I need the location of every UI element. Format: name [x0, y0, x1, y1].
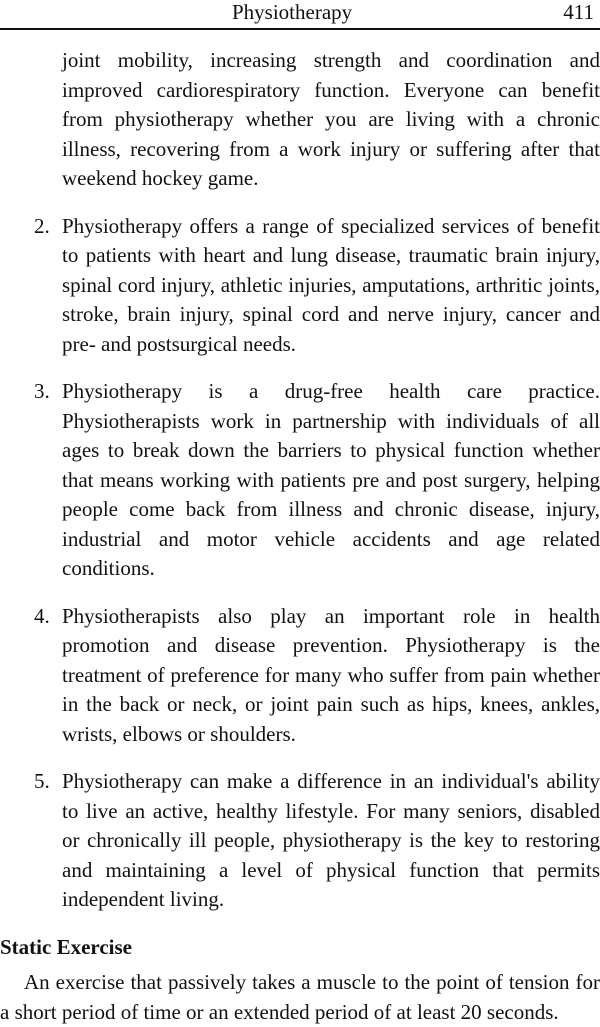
intro-continuation-paragraph: joint mobility, increasing strength and coordination and improved cardiorespiratory function. Everyone can benefit from physiotherapy whether you are living with a chronic illness, recovering from a work injury or suffering after that weekend hockey game.: [62, 48, 600, 190]
list-item-number: 2.: [34, 213, 50, 238]
running-title: Physiotherapy: [232, 0, 353, 24]
list-item: [0, 212, 600, 360]
list-item-number: 4.: [34, 603, 50, 628]
list-item: [0, 767, 600, 915]
list-item: [0, 602, 600, 750]
page-header: [0, 0, 600, 30]
list-item-text: Physiotherapy is a drug-free health care practice. Physiotherapists work in partnership with individuals of all ages to break down the barriers to physical function whether that means working with patients pre and post surgery, helping people come back from illness and chronic disease, injury, industrial and motor vehicle accidents and age related conditions.: [62, 379, 600, 580]
page-body: [0, 46, 600, 1027]
section-paragraph: An exercise that passively takes a muscle to the point of tension for a short period of time or an extended period of at least 20 seconds.: [0, 970, 600, 1024]
list-item-number: 5.: [34, 769, 50, 793]
section-heading: Static Exercise: [0, 934, 132, 959]
list-item: [0, 377, 600, 584]
list-item-text: Physiotherapy offers a range of specialized services of benefit to patients with heart and lung disease, traumatic brain injury, spinal cord injury, athletic injuries, amputations, arthritic joints, stroke, brain injury, spinal cord and nerve injury, cancer and pre- and postsurgical needs.: [62, 213, 600, 356]
list-item-text: Physiotherapy can make a difference in an individual's ability to live an active, healthy lifestyle. For many seniors, disabled or chronically ill people, physiotherapy is the key to restoring and maintaining a level of physical function that permits independent living.: [62, 769, 600, 911]
list-item-text: Physiotherapists also play an important role in health promotion and disease prevention. Physiotherapy is the treatment of preference for many who suffer from pain whether in the back or neck, or joint pain such as hips, knees, ankles, wrists, elbows or shoulders.: [62, 603, 600, 746]
list-item-number: 3.: [34, 379, 50, 403]
numbered-list: [0, 212, 600, 915]
page-number: 411: [563, 0, 594, 24]
